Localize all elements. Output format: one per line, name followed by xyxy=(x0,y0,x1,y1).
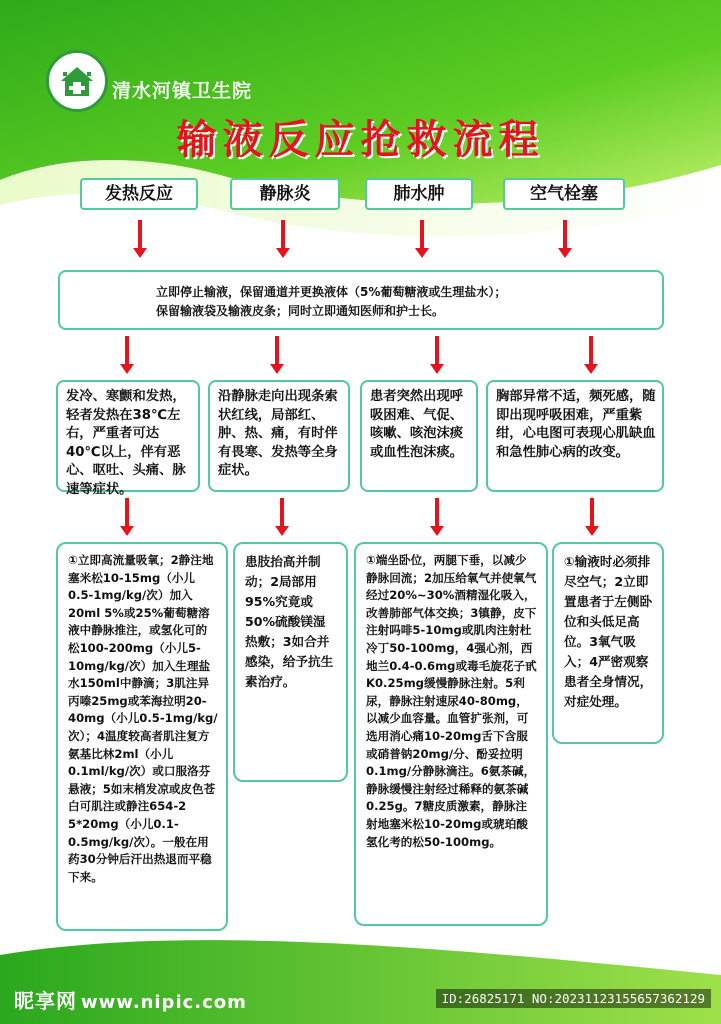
symptom-phlebitis: 沿静脉走向出现条索状红线，局部红、肿、热、痛，有时伴有畏寒、发热等全身症状。 xyxy=(208,380,350,492)
hospital-house-cross-icon xyxy=(55,59,99,103)
arrow-down-icon xyxy=(275,498,289,536)
arrow-down-icon xyxy=(430,498,444,536)
category-phlebitis: 静脉炎 xyxy=(230,178,340,210)
general-step-box xyxy=(58,270,664,330)
arrow-down-icon xyxy=(276,220,290,258)
hospital-name: 清水河镇卫生院 xyxy=(112,80,253,102)
category-pulmonary-edema: 肺水肿 xyxy=(365,178,473,210)
symptom-fever: 发冷、寒颤和发热，轻者发热在38℃左右，严重者可达40℃以上，伴有恶心、呕吐、头痛、脉速等症状。 xyxy=(56,380,200,492)
hospital-logo xyxy=(46,50,108,112)
category-air-embolism: 空气栓塞 xyxy=(503,178,625,210)
symptom-pulmonary-edema: 患者突然出现呼吸困难、气促、咳嗽、咳泡沫痰或血性泡沫痰。 xyxy=(360,380,478,492)
watermark-url: www.nipic.com xyxy=(81,992,247,1013)
arrow-down-icon xyxy=(133,220,147,258)
arrow-down-icon xyxy=(558,220,572,258)
page-title: 输液反应抢救流程 xyxy=(176,116,545,163)
arrow-down-icon xyxy=(584,336,598,374)
treatment-air-embolism: ①输液时必须排尽空气；2立即置患者于左侧卧位和头低足高位。3氧气吸入；4严密观察患者全身情况，对症处理。 xyxy=(552,542,664,744)
treatment-fever: ①立即高流量吸氧；2静注地塞米松10-15mg（小儿0.5-1mg/kg/次）加入20ml 5%或25%葡萄糖溶液中静脉推注，或氢化可的松100-200mg（小儿5-10mg/kg/次）加入生理盐水150ml中静滴；3肌注异丙嗪25mg或苯海拉明20-40mg（小儿0.5-1mg/kg/次）；4温度较高者肌注复方氨基比林2ml（小儿0.1ml/kg/次）或口服洛芬悬液；5如末梢发凉或皮色苍白可肌注或静注654-2 5*20mg（小儿0.1-0.5mg/kg/次）。一般在用药30分钟后汗出热退而平稳下来。 xyxy=(56,542,228,931)
treatment-phlebitis: 患肢抬高并制动；2局部用95%究竟或50%硫酸镁湿热敷；3如合并感染，给予抗生素治疗。 xyxy=(233,542,348,782)
image-id-tag: ID:26825171 NO:20231123155657362129 xyxy=(436,989,711,1008)
treatment-pulmonary-edema: ①端坐卧位，两腿下垂，以减少静脉回流；2加压给氧气并使氧气经过20%~30%酒精湿化吸入，改善肺部气体交换；3镇静，皮下注射吗啡5-10mg或肌肉注射杜冷丁50-100mg，4强心剂，西地兰0.4-0.6mg或毒毛旋花子甙K0.25mg缓慢静脉注射。5利尿，静脉注射速尿40-80mg，以减少血容量。血管扩张剂，可选用消心痛10-20mg舌下含服或硝普钠20mg/分、酚妥拉明0.1mg/分静脉滴注。6氨茶碱，静脉缓慢注射经过稀释的氨茶碱0.25g。7糖皮质激素，静脉注射地塞米松10-20mg或琥珀酸氢化考的松50-100mg。 xyxy=(354,542,548,926)
arrow-down-icon xyxy=(415,220,429,258)
general-step-line-1: 立即停止输液，保留通道并更换液体（5%葡萄糖液或生理盐水）； xyxy=(156,285,507,299)
site-watermark xyxy=(14,985,247,1014)
watermark-site-name: 昵享网 xyxy=(14,989,77,1013)
arrow-down-icon xyxy=(120,336,134,374)
arrow-down-icon xyxy=(585,498,599,536)
category-fever: 发热反应 xyxy=(80,178,198,210)
arrow-down-icon xyxy=(430,336,444,374)
arrow-down-icon xyxy=(120,498,134,536)
general-step-line-2: 保留输液袋及输液皮条；同时立即通知医师和护士长。 xyxy=(156,304,445,318)
arrow-down-icon xyxy=(270,336,284,374)
symptom-air-embolism: 胸部异常不适，频死感，随即出现呼吸困难，严重紫绀，心电图可表现心肌缺血和急性肺心病的改变。 xyxy=(486,380,664,492)
